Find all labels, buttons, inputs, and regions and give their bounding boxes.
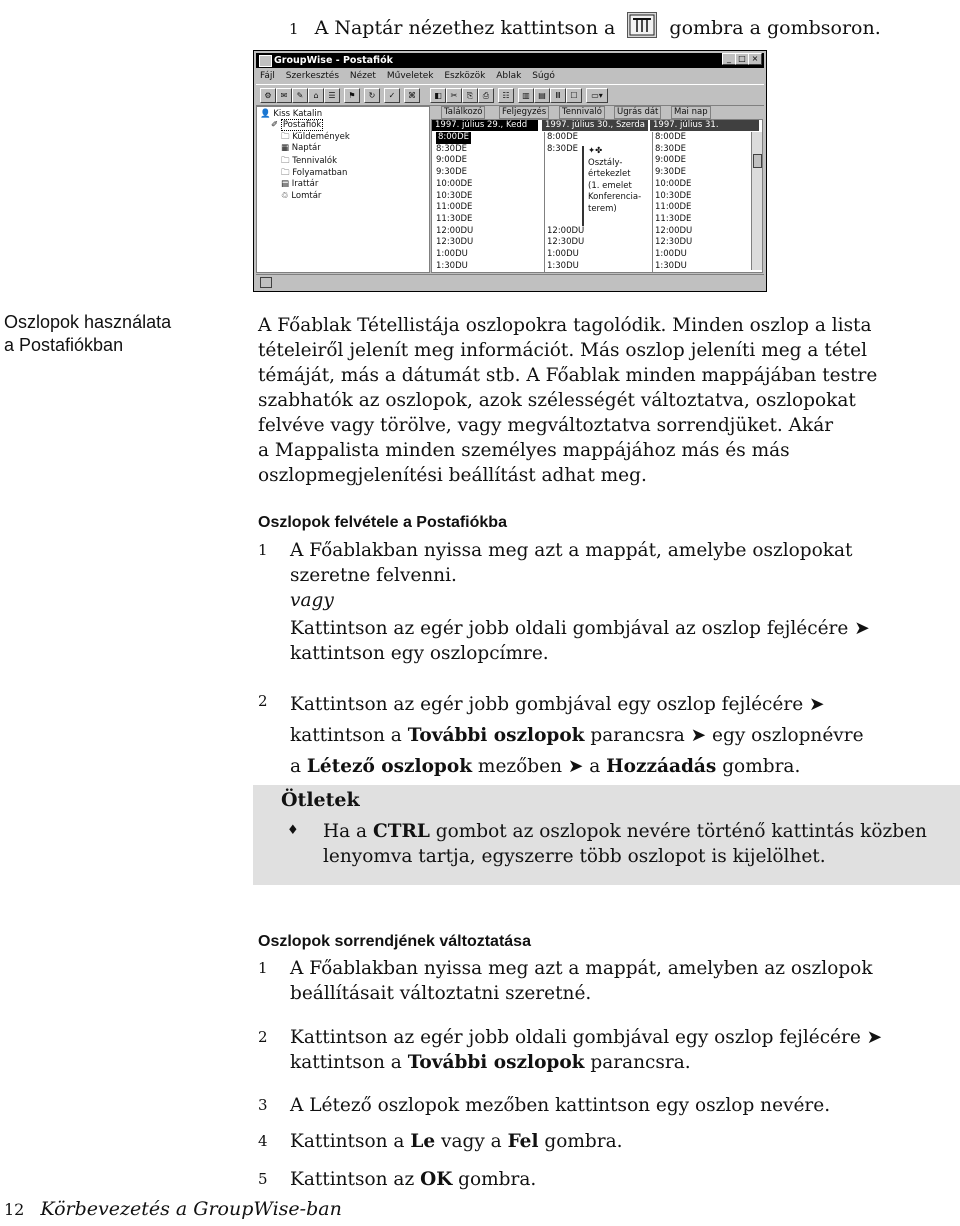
order-step-4: 4 Kattintson a Le vagy a Fel gombra. (258, 1131, 623, 1152)
toolbar-button[interactable]: ✉ (276, 88, 292, 103)
folder-tree (256, 106, 430, 273)
time-slot[interactable]: 12:00DU (655, 225, 693, 236)
menu-tools[interactable]: Eszközök (444, 71, 486, 81)
toolbar-button[interactable]: ▤ (534, 88, 550, 103)
vertical-scrollbar[interactable] (751, 132, 762, 270)
tree-item-calendar[interactable]: ▦ Naptár (281, 143, 321, 153)
tab-today[interactable]: Mai nap (671, 106, 711, 119)
column-header[interactable]: 1997. július 31. (650, 120, 759, 131)
time-slot[interactable]: 9:00DE (655, 155, 687, 166)
time-slot[interactable]: 8:00DE (655, 132, 687, 142)
toolbar-button[interactable]: ⌂ (308, 88, 324, 103)
time-slot[interactable]: 10:00DE (436, 178, 473, 189)
groupwise-screenshot (253, 50, 767, 292)
time-slot[interactable]: 8:30DE (655, 143, 687, 154)
time-slot[interactable]: 8:30DE (547, 143, 579, 154)
toolbar-dropdown-button[interactable]: ▭▾ (586, 88, 608, 103)
time-slot[interactable]: 11:00DE (436, 202, 473, 213)
scrollbar-thumb[interactable] (753, 154, 762, 168)
sidebar-heading: Oszlopok használata a Postafiókban (4, 312, 172, 355)
time-slot[interactable]: 1:30DU (655, 260, 687, 271)
time-slot[interactable]: 12:00DU (436, 225, 474, 236)
tree-item-inprogress[interactable]: 🗀 Folyamatban (281, 168, 348, 178)
tab-task[interactable]: Tennivaló (559, 106, 605, 119)
tab-appointment[interactable]: Találkozó (441, 106, 485, 119)
tree-item-mailbox[interactable]: ✐ Postafiók (271, 120, 322, 130)
time-slot[interactable]: 1:00DU (547, 249, 579, 259)
order-step-1: 1 A Főablakban nyissa meg azt a mappát, amelyben az oszlopok beállításait változtatni szeretné. (258, 958, 873, 1004)
calendar-tabs (431, 106, 764, 118)
toolbar-button[interactable]: ⎙ (478, 88, 494, 103)
footer-text: Körbevezetés a GroupWise-ban (40, 1198, 342, 1220)
toolbar-button[interactable]: ✎ (292, 88, 308, 103)
time-slot[interactable]: 12:30DU (436, 237, 474, 248)
order-step-3: 3 A Létező oszlopok mezőben kattintson egy oszlop nevére. (258, 1095, 831, 1116)
column-header[interactable]: 1997. július 29., Kedd (432, 120, 538, 131)
time-slot[interactable]: 10:00DE (655, 178, 692, 189)
section-add-title: Oszlopok felvétele a Postafiókba (258, 514, 507, 531)
time-slot[interactable]: 1:00DU (655, 249, 687, 259)
time-slot[interactable]: 10:30DE (436, 190, 473, 201)
tips-box (253, 785, 960, 885)
menu-view[interactable]: Nézet (349, 71, 376, 81)
tab-note[interactable]: Feljegyzés (499, 106, 549, 119)
tree-item-tasks[interactable]: 🗀 Tennivalók (281, 156, 338, 166)
menu-help[interactable]: Súgó (532, 71, 555, 81)
step-text-after: gombra a gombsoron. (669, 17, 881, 39)
time-slot[interactable]: 8:30DE (436, 143, 468, 154)
menu-window[interactable]: Ablak (496, 71, 522, 81)
calendar-toolbar-icon (627, 12, 657, 36)
toolbar-button[interactable]: ✓ (384, 88, 400, 103)
column-header[interactable]: 1997. július 30., Szerda (542, 120, 648, 131)
time-slot[interactable]: 10:30DE (655, 190, 692, 201)
appointment-block[interactable]: ✦✤ Osztály- értekezlet (1. emelet Konferencia- terem) (582, 146, 648, 226)
menu-actions[interactable]: Műveletek (386, 71, 434, 81)
time-slot[interactable]: 1:30DU (547, 260, 579, 271)
tip-text: Ha a CTRL gombot az oszlopok nevére történő kattintás közben lenyomva tartja, egyszerre több oszlopot is kijelölhet. (323, 821, 927, 867)
intro-paragraph: A Főablak Tétellistája oszlopokra tagolódik. Minden oszlop a lista tételeiről jelenít meg információt. Más oszlop jeleníti meg a tétel témáját, más a dátumát stb. A Főablak minden mappájában testre szabhatók az oszlopok, azok szélességét változtatva, oszlopokat felvéve vagy törölve, vagy megváltoztatva sorrendjüket. Akár a Mappalista minden személyes mappájához más és más oszlopmegjelenítési beállítást adhat meg. (258, 315, 878, 486)
tree-item-sent[interactable]: 🗀 Küldemények (281, 132, 350, 142)
maximize-button[interactable]: □ (735, 53, 749, 65)
time-slot[interactable]: 1:30DU (436, 260, 468, 271)
tree-item-cabinet[interactable]: ▤ Irattár (281, 179, 319, 189)
toolbar-button[interactable]: ◧ (430, 88, 446, 103)
toolbar-button[interactable]: ✂ (446, 88, 462, 103)
appointment-icons: ✦✤ (588, 146, 603, 156)
intro-step (289, 12, 881, 42)
section-order-title: Oszlopok sorrendjének változtatása (258, 933, 531, 950)
toolbar-button[interactable]: ☐ (566, 88, 582, 103)
day-column (652, 132, 748, 272)
tree-item-trash[interactable]: ♲ Lomtár (281, 191, 322, 201)
time-slot[interactable]: 9:00DE (436, 155, 468, 166)
toolbar-button[interactable]: ☷ (498, 88, 514, 103)
window-title: GroupWise - Postafiók (256, 53, 764, 68)
tips-title: Ötletek (281, 789, 360, 811)
menu-file[interactable]: Fájl (260, 71, 275, 81)
time-slot[interactable]: 12:30DU (547, 237, 585, 248)
time-slot[interactable]: 8:00DE (547, 132, 579, 142)
time-slot[interactable]: 11:00DE (655, 202, 692, 213)
calendar-view-button[interactable]: Ⅲ (550, 88, 566, 103)
toolbar-button[interactable]: ⌘ (404, 88, 420, 103)
toolbar-button[interactable]: ⚙ (260, 88, 276, 103)
page-footer (4, 1198, 342, 1220)
menu-bar (256, 69, 764, 83)
alternative-marker: vagy (290, 590, 334, 611)
toolbar-button[interactable]: ⚑ (344, 88, 360, 103)
time-slot[interactable]: 9:30DE (655, 167, 687, 178)
app-icon (259, 55, 272, 67)
toolbar (256, 84, 764, 106)
time-slot[interactable]: 9:30DE (436, 167, 468, 178)
tree-root[interactable]: 👤 Kiss Katalin (260, 109, 323, 119)
toolbar-button[interactable]: ⎘ (462, 88, 478, 103)
step-number: 1 (289, 20, 299, 38)
status-bar (256, 274, 764, 289)
toolbar-button[interactable]: ☰ (324, 88, 340, 103)
day-column (434, 132, 534, 272)
close-button[interactable]: × (748, 53, 762, 65)
time-slot[interactable]: 11:30DE (655, 213, 692, 224)
minimize-button[interactable]: _ (722, 53, 736, 65)
time-slot[interactable]: 12:30DU (655, 237, 693, 248)
time-slot[interactable]: 11:30DE (436, 213, 473, 224)
bullet-icon: ♦ (287, 823, 299, 838)
add-step-2: 2 Kattintson az egér jobb gombjával egy oszlop fejlécére ➤ kattintson a További oszlopok parancsra ➤ egy oszlopnévre a Létező oszlopok mezőben ➤ a Hozzáadás gombra. (258, 692, 864, 777)
menu-edit[interactable]: Szerkesztés (285, 71, 340, 81)
time-slot[interactable]: 12:00DU (547, 225, 585, 236)
page-number: 12 (4, 1200, 25, 1219)
order-step-2: 2 Kattintson az egér jobb oldali gombjával egy oszlop fejlécére ➤ kattintson a További oszlopok parancsra. (258, 1027, 883, 1073)
status-button[interactable] (260, 277, 272, 288)
tab-goto-date[interactable]: Ugrás dát (614, 106, 661, 119)
step-text-before: A Naptár nézethez kattintson a (314, 17, 616, 39)
toolbar-button[interactable]: ▥ (518, 88, 534, 103)
order-step-5: 5 Kattintson az OK gombra. (258, 1169, 537, 1190)
time-slot[interactable]: 8:00DE (438, 132, 470, 142)
calendar-grid (431, 119, 763, 273)
time-slot[interactable]: 1:00DU (436, 249, 468, 259)
add-step-1: 1 A Főablakban nyissa meg azt a mappát, amelybe oszlopokat szeretne felvenni. vagy Kattintson az egér jobb oldali gombjával az oszlop fejlécére ➤ kattintson egy oszlopcímre. (258, 538, 958, 666)
toolbar-button[interactable]: ↻ (364, 88, 380, 103)
